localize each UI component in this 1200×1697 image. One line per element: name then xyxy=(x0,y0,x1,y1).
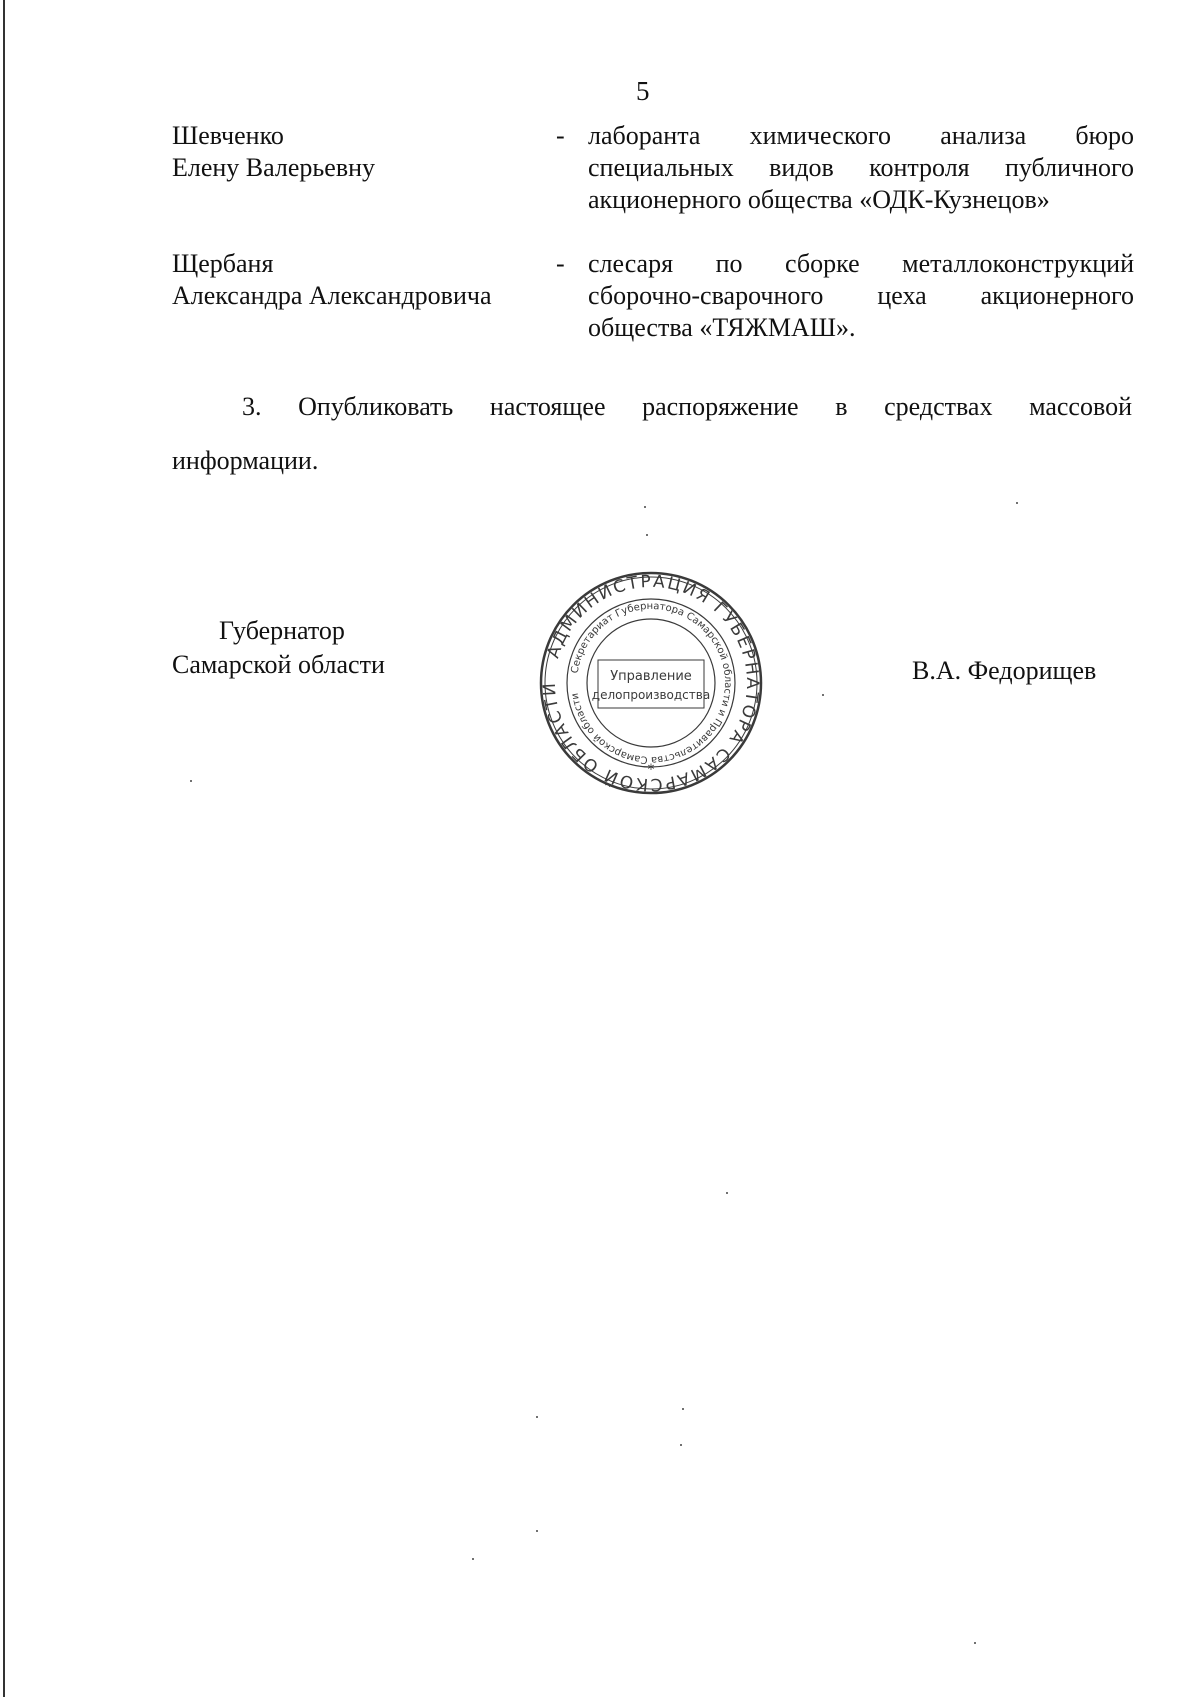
appointee-name xyxy=(172,248,552,312)
position-line: лаборанта химического анализа бюро xyxy=(588,121,1134,150)
position-line: слесаря по сборке металлоконструкций xyxy=(588,249,1134,278)
scan-speck xyxy=(726,1192,728,1194)
scan-speck xyxy=(680,1444,682,1446)
scan-speck xyxy=(1016,502,1018,504)
page-number: 5 xyxy=(636,76,650,106)
page-edge-line xyxy=(3,0,5,1697)
signatory-name: В.А. Федорищев xyxy=(912,656,1097,685)
scan-speck xyxy=(682,1408,684,1410)
scan-speck xyxy=(536,1416,538,1418)
signatory-title xyxy=(172,614,385,682)
clause-line: 3. Опубликовать настоящее распоряжение в средствах массовой xyxy=(242,392,1132,421)
position-line: акционерного общества «ОДК-Кузнецов» xyxy=(588,185,1050,214)
position-line: общества «ТЯЖМАШ». xyxy=(588,313,856,342)
scan-speck xyxy=(822,694,824,696)
stamp-center-line2: делопроизводства xyxy=(591,688,711,702)
signatory-title-line: Самарской области xyxy=(172,650,385,679)
scan-speck xyxy=(974,1642,976,1644)
stamp-inner-text: Секретариат Губернатора Самарской области и Правительства Самарской области xyxy=(569,600,734,766)
scan-speck xyxy=(646,534,648,536)
appointee-given-names: Елену Валерьевну xyxy=(172,153,376,182)
entry-dash: - xyxy=(556,121,565,150)
appointee-given-names: Александра Александровича xyxy=(172,281,492,310)
signatory-title-line: Губернатор xyxy=(219,616,345,645)
entry-dash: - xyxy=(556,249,565,278)
stamp-center-line1: Управление xyxy=(610,669,692,684)
appointee-surname: Щербаня xyxy=(172,249,274,278)
clause-line: информации. xyxy=(172,446,319,475)
appointee-position xyxy=(588,120,1134,216)
stamp-outer-text: АДМИНИСТРАЦИЯ ГУБЕРНАТОРА САМАРСКОЙ ОБЛАСТИ xyxy=(539,571,763,795)
appointee-position xyxy=(588,248,1134,344)
official-seal-stamp xyxy=(538,570,764,796)
scan-speck xyxy=(536,1530,538,1532)
appointee-surname: Шевченко xyxy=(172,121,284,150)
stamp-star-mark: * xyxy=(647,762,655,778)
position-line: сборочно-сварочного цеха акционерного xyxy=(588,281,1134,310)
publication-clause xyxy=(172,380,1132,488)
scan-speck xyxy=(644,506,646,508)
scan-speck xyxy=(190,780,192,782)
position-line: специальных видов контроля публичного xyxy=(588,153,1134,182)
appointee-name xyxy=(172,120,552,184)
scan-speck xyxy=(472,1558,474,1560)
